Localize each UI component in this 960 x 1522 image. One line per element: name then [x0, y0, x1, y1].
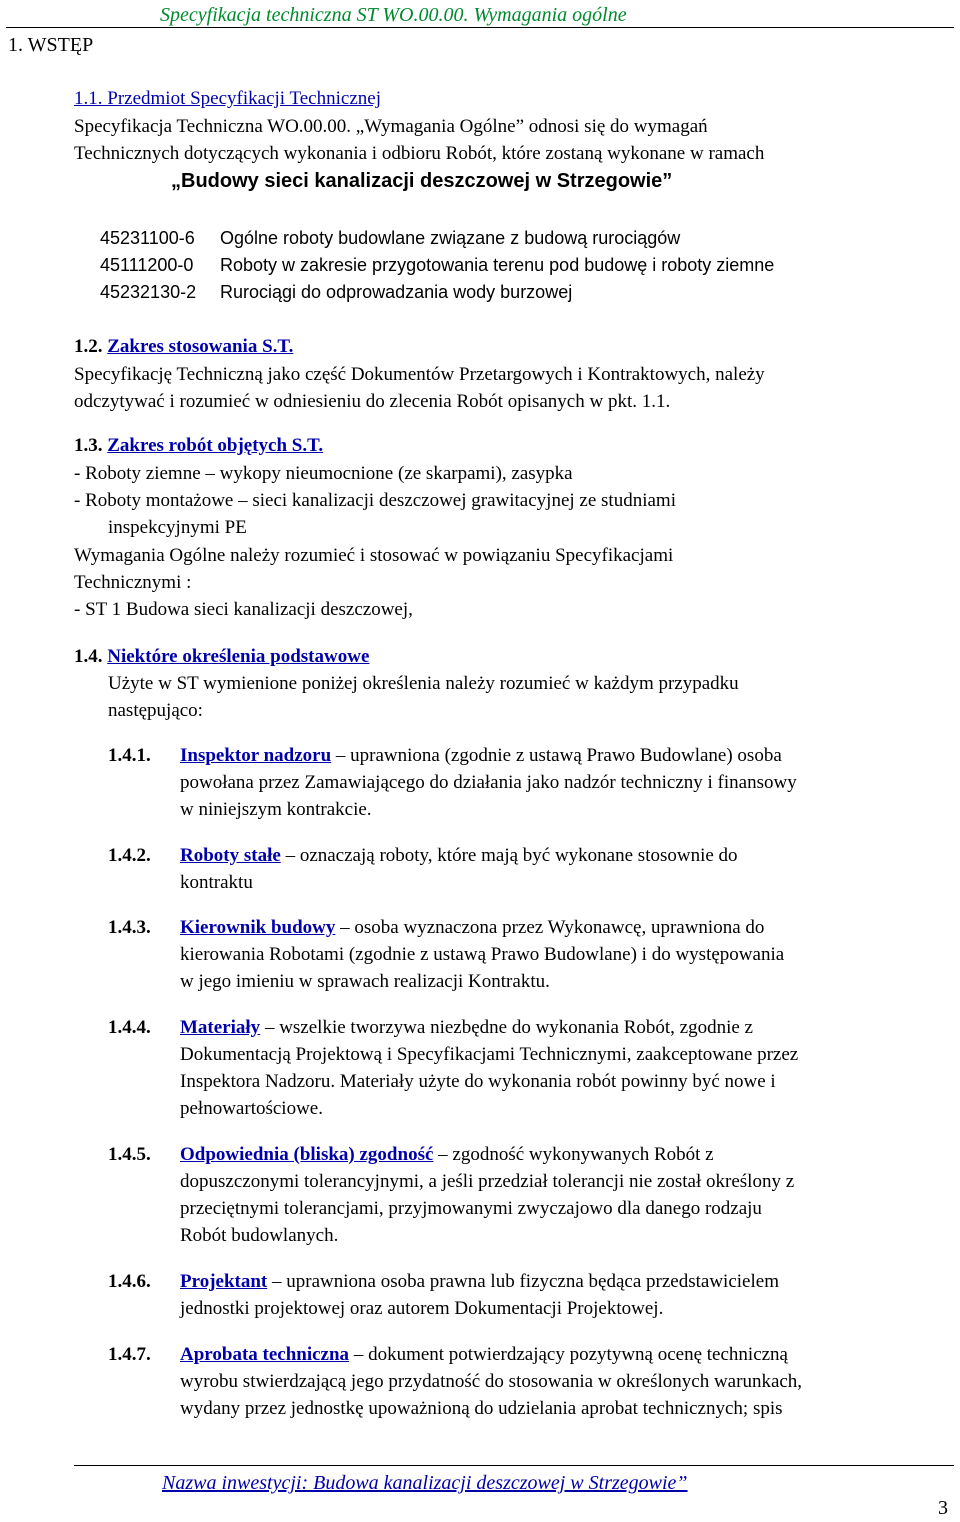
definition-term: Kierownik budowy [180, 917, 336, 938]
definition-line: powołana przez Zamawiającego do działania jako nadzór techniczny i finansowy [180, 772, 797, 793]
definition-line: – zgodność wykonywanych Robót z [438, 1144, 714, 1165]
definition-line: pełnowartościowe. [180, 1098, 323, 1119]
cpv-code: 45232130-2 [100, 282, 197, 302]
page-number: 3 [938, 1497, 948, 1519]
definition-line: w jego imieniu w sprawach realizacji Kontraktu. [180, 971, 550, 992]
definition-term: Odpowiednia (bliska) zgodność [180, 1144, 434, 1165]
cpv-code: 45111200-0 [100, 255, 194, 275]
cpv-row [100, 252, 774, 279]
definition-body [180, 742, 940, 823]
definition-line: – dokument potwierdzający pozytywną ocenę techniczną [353, 1344, 788, 1365]
cpv-desc: Rurociągi do odprowadzania wody burzowej [220, 282, 573, 302]
definition-number: 1.4.2. [108, 845, 151, 866]
definition-number: 1.4.7. [108, 1344, 151, 1365]
heading-number: 1.4. [74, 646, 103, 667]
definition-number: 1.4.5. [108, 1144, 151, 1165]
section-heading-wstep: 1. WSTĘP [8, 34, 94, 56]
heading-title: Zakres stosowania S.T. [107, 336, 294, 357]
definition-body [180, 1268, 940, 1322]
running-header-title: Specyfikacja techniczna ST WO.00.00. Wymagania ogólne [160, 4, 627, 26]
definition-line: – oznaczają roboty, które mają być wykonane stosownie do [285, 845, 738, 866]
cpv-code: 45231100-6 [100, 228, 195, 248]
footer-rule [74, 1465, 954, 1466]
scope-item: - Roboty ziemne – wykopy nieumocnione (ze skarpami), zasypka [74, 463, 573, 484]
s12-line-2: odczytywać i rozumieć w odniesieniu do zlecenia Robót opisanych w pkt. 1.1. [74, 391, 671, 412]
heading-number: 1.2. [74, 336, 103, 357]
definition-number: 1.4.6. [108, 1271, 151, 1292]
definition-number: 1.4.1. [108, 745, 151, 766]
definition-body [180, 914, 940, 995]
cpv-desc: Ogólne roboty budowlane związane z budową rurociągów [220, 228, 681, 248]
heading-1-4 [74, 643, 369, 670]
s13-line-1: Wymagania Ogólne należy rozumieć i stosować w powiązaniu Specyfikacjami [74, 545, 674, 566]
heading-1-1: 1.1. Przedmiot Specyfikacji Technicznej [74, 88, 381, 109]
s11-line-1: Specyfikacja Techniczna WO.00.00. „Wymagania Ogólne” odnosi się do wymagań [74, 116, 708, 137]
heading-number: 1.3. [74, 435, 103, 456]
cpv-row [100, 279, 572, 306]
s11-line-2: Technicznych dotyczących wykonania i odbioru Robót, które zostaną wykonane w ramach [74, 143, 765, 164]
definition-line: przeciętnymi tolerancjami, przyjmowanymi zwyczajowo dla danego rodzaju [180, 1198, 762, 1219]
definition-line: w niniejszym kontrakcie. [180, 799, 372, 820]
definition-number: 1.4.3. [108, 917, 151, 938]
s13-line-2: Technicznymi : [74, 572, 192, 593]
cpv-desc: Roboty w zakresie przygotowania terenu pod budowę i roboty ziemne [220, 255, 775, 275]
cpv-row [100, 225, 680, 252]
definition-line: Robót budowlanych. [180, 1225, 339, 1246]
definition-line: – uprawniona osoba prawna lub fizyczna będąca przedstawicielem [272, 1271, 779, 1292]
s14-intro-2: następująco: [108, 700, 203, 721]
scope-item: - Roboty montażowe – sieci kanalizacji deszczowej grawitacyjnej ze studniami [74, 490, 676, 511]
definition-term: Materiały [180, 1017, 261, 1038]
definition-term: Projektant [180, 1271, 268, 1292]
s13-line-3: - ST 1 Budowa sieci kanalizacji deszczowej, [74, 599, 413, 620]
scope-item-cont: inspekcyjnymi PE [108, 517, 247, 538]
definition-line: kontraktu [180, 872, 253, 893]
definition-term: Aprobata techniczna [180, 1344, 350, 1365]
definition-number: 1.4.4. [108, 1017, 151, 1038]
definition-body [180, 842, 940, 896]
heading-title: Niektóre określenia podstawowe [107, 646, 370, 667]
heading-1-3 [74, 432, 323, 459]
definition-term: Inspektor nadzoru [180, 745, 332, 766]
definition-line: – uprawniona (zgodnie z ustawą Prawo Budowlane) osoba [335, 745, 782, 766]
definition-body [180, 1141, 940, 1249]
definition-body [180, 1014, 940, 1122]
s12-line-1: Specyfikację Techniczną jako część Dokumentów Przetargowych i Kontraktowych, należy [74, 364, 765, 385]
definition-line: dopuszczonymi tolerancyjnymi, a jeśli przedział tolerancji nie został określony z [180, 1171, 795, 1192]
heading-1-2 [74, 333, 293, 360]
definition-line: – osoba wyznaczona przez Wykonawcę, uprawniona do [340, 917, 765, 938]
definition-line: Inspektora Nadzoru. Materiały użyte do wykonania robót powinny być nowe i [180, 1071, 776, 1092]
project-name: „Budowy sieci kanalizacji deszczowej w Strzegowie” [171, 170, 673, 192]
footer-investment-name: Nazwa inwestycji: Budowa kanalizacji deszczowej w Strzegowie” [162, 1472, 688, 1494]
definition-body [180, 1341, 940, 1422]
definition-line: wyrobu stwierdzającą jego przydatność do stosowania w określonych warunkach, [180, 1371, 803, 1392]
definition-term: Roboty stałe [180, 845, 281, 866]
definition-line: jednostki projektowej oraz autorem Dokumentacji Projektowej. [180, 1298, 664, 1319]
s14-intro-1: Użyte w ST wymienione poniżej określenia należy rozumieć w każdym przypadku [108, 673, 739, 694]
heading-title: Zakres robót objętych S.T. [107, 435, 324, 456]
definition-line: Dokumentacją Projektową i Specyfikacjami Technicznymi, zaakceptowane przez [180, 1044, 799, 1065]
definition-line: kierowania Robotami (zgodnie z ustawą Prawo Budowlane) i do występowania [180, 944, 785, 965]
definition-line: – wszelkie tworzywa niezbędne do wykonania Robót, zgodnie z [264, 1017, 753, 1038]
definition-line: wydany przez jednostkę upoważnioną do udzielania aprobat technicznych; spis [180, 1398, 783, 1419]
header-rule [6, 27, 954, 28]
